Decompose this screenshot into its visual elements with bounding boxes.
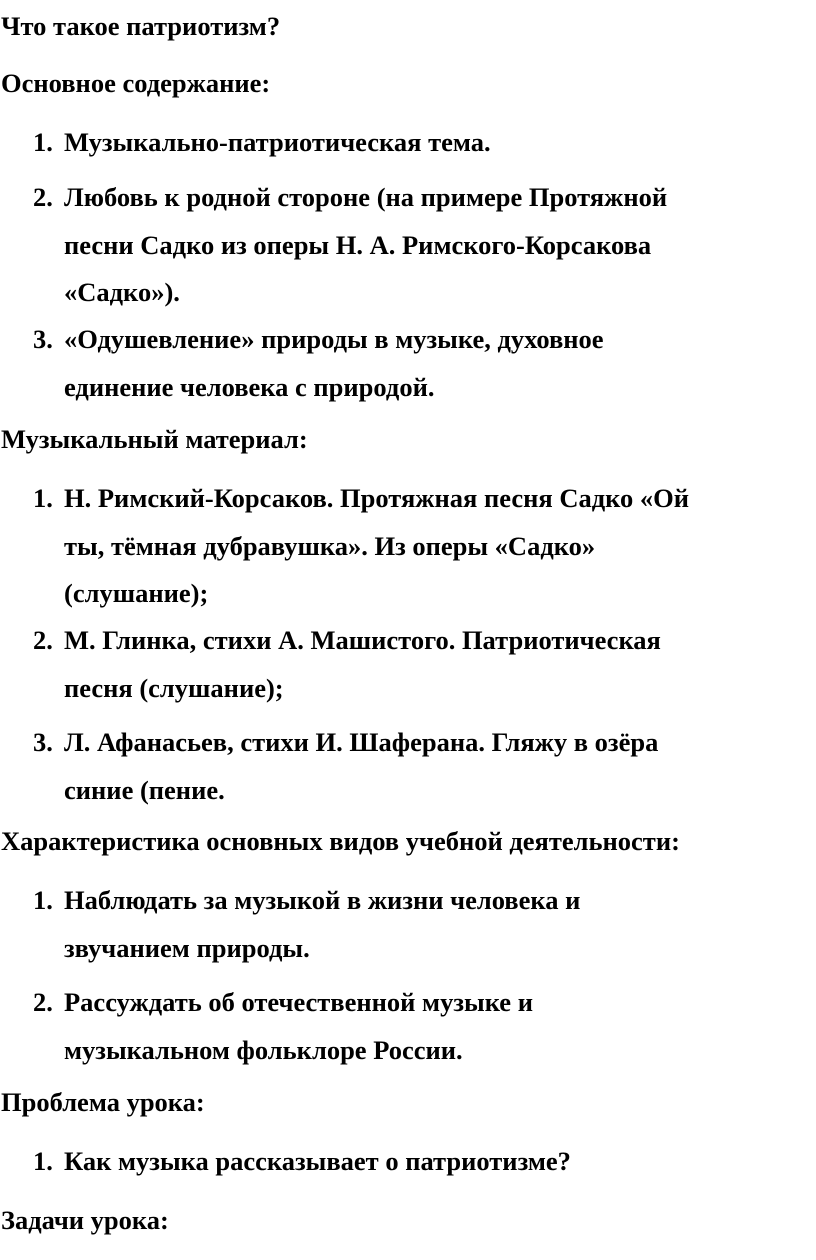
list-item (33, 877, 793, 972)
list-item-number: 1. (33, 127, 53, 157)
list-item-line: «Одушевление» природы в музыке, духовное (64, 324, 604, 354)
section-heading-lesson-problem: Проблема урока: (1, 1087, 205, 1117)
list-item (33, 119, 793, 167)
list-item-line: Любовь к родной стороне (на примере Протяжной (64, 182, 668, 212)
list-item-line: ты, тёмная дубравушка». Из оперы «Садко» (64, 530, 596, 561)
list-item-line: Музыкально-патриотическая тема. (64, 127, 491, 157)
list-item-number: 2. (33, 625, 53, 655)
list-item-number: 3. (33, 324, 53, 354)
list-item-text (64, 174, 793, 317)
list-item-line: музыкальном фольклоре России. (64, 1034, 463, 1065)
list-item-line: песня (слушание); (64, 672, 284, 703)
list-item-line: единение человека с природой. (64, 371, 435, 402)
list-item-text (64, 475, 793, 618)
section-heading-activities: Характеристика основных видов учебной деятельности: (1, 826, 680, 856)
list-item-text (64, 979, 793, 1074)
list-item-line: звучанием природы. (64, 932, 310, 963)
list-item (33, 979, 793, 1074)
list-item (33, 719, 793, 814)
section-heading-main-content: Основное содержание: (1, 68, 271, 98)
list-item (33, 617, 793, 712)
list-item (33, 174, 793, 317)
section-heading-lesson-tasks: Задачи урока: (1, 1205, 169, 1235)
list-item-number: 1. (33, 483, 53, 513)
list-item-number: 3. (33, 727, 53, 757)
list-item-number: 2. (33, 182, 53, 212)
list-item-text (64, 617, 793, 712)
list-item-number: 2. (33, 987, 53, 1017)
list-item-text (64, 877, 793, 972)
list-item-line: Н. Римский-Корсаков. Протяжная песня Садко «Ой (64, 483, 690, 513)
list-item-line: Рассуждать об отечественной музыке и (64, 987, 533, 1017)
list-item-line: М. Глинка, стихи А. Машистого. Патриотическая (64, 625, 661, 655)
list-item-number: 1. (33, 1146, 53, 1176)
list-item-line: (слушание); (64, 578, 209, 608)
list-item-line: Наблюдать за музыкой в жизни человека и (64, 885, 581, 915)
list-item-line: песни Садко из оперы Н. А. Римского-Корсакова (64, 229, 652, 260)
document-title: Что такое патриотизм? (1, 11, 281, 41)
list-item-line: Л. Афанасьев, стихи И. Шаферана. Гляжу в озёра (64, 727, 659, 757)
list-item-text (64, 719, 793, 814)
list-item-number: 1. (33, 885, 53, 915)
list-item-text (64, 1138, 793, 1186)
list-item-line: «Садко»). (64, 277, 180, 307)
list-item-line: синие (пение. (64, 774, 225, 805)
list-item (33, 316, 793, 411)
list-item-text (64, 316, 793, 411)
section-heading-music-material: Музыкальный материал: (1, 424, 308, 454)
list-item-line: Как музыка рассказывает о патриотизме? (64, 1146, 571, 1176)
list-item (33, 1138, 793, 1186)
list-item (33, 475, 793, 618)
list-item-text (64, 119, 793, 167)
